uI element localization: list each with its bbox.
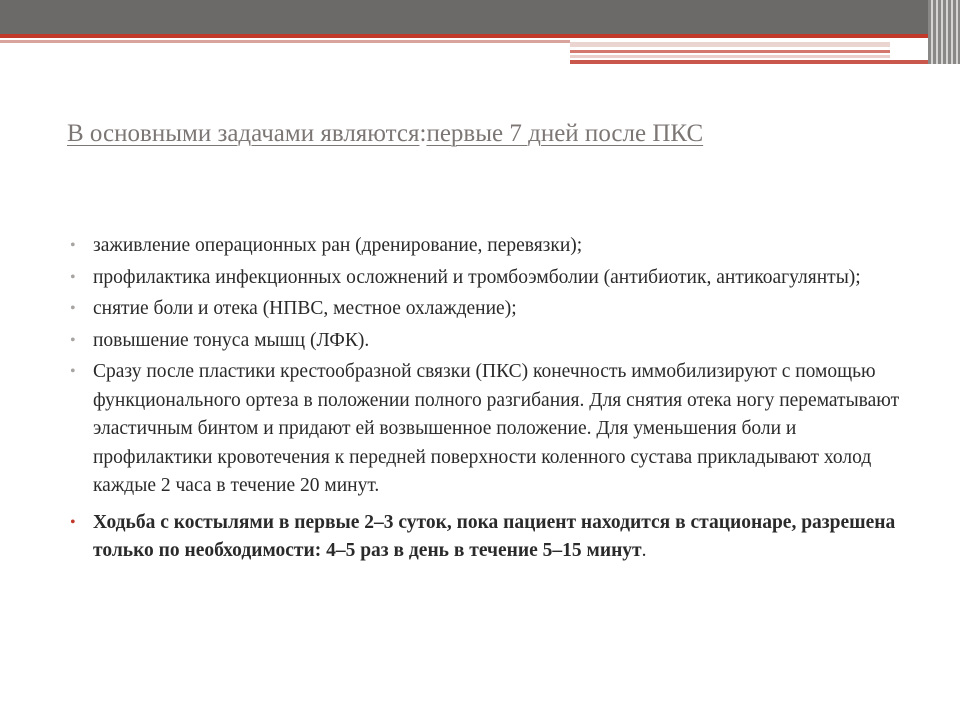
bullet-icon: • <box>70 513 76 531</box>
list-item <box>70 509 910 566</box>
slide-title <box>67 120 927 148</box>
bullet-icon: • <box>70 268 76 286</box>
bullet-text: профилактика инфекционных осложнений и тромбоэмболии (антибиотик, антикоагулянты); <box>93 266 861 288</box>
bullet-icon: • <box>70 331 76 349</box>
bullet-list <box>70 232 910 569</box>
list-item <box>70 264 910 293</box>
header-stripe <box>570 42 890 47</box>
bullet-text: заживление операционных ран (дренирование, перевязки); <box>93 235 583 256</box>
bullet-text: снятие боли и отека (НПВС, местное охлаждение); <box>93 298 517 319</box>
bullet-text: повышение тонуса мышц (ЛФК). <box>93 329 370 351</box>
header-stripe <box>570 55 890 58</box>
list-item <box>70 295 910 324</box>
bullet-icon: • <box>70 300 76 317</box>
header-vertical-lines <box>928 0 960 64</box>
bullet-suffix: . <box>641 540 647 561</box>
bullet-text: Сразу после пластики крестообразной связки (ПКС) конечность иммобилизируют с помощью функционального ортеза в положении полного разгибания. Для снятия отека ногу перематывают эластичным бинтом и придают ей возвышенное положение. Для уменьшения боли и профилактики кровотечения к передней поверхности коленного сустава прикладывают холод каждые 2 часа в течение 20 минут. <box>93 361 900 496</box>
header-stripe <box>570 60 960 64</box>
bullet-icon: • <box>70 237 76 254</box>
list-item <box>70 327 910 356</box>
header-stripe <box>0 40 570 43</box>
title-separator: : <box>419 120 427 147</box>
header-stripe <box>570 50 890 53</box>
header-stripe <box>0 34 940 38</box>
title-part1: В основными задачами являются <box>67 120 420 147</box>
bullet-text: Ходьба с костылями в первые 2–3 суток, пока пациент находится в стационаре, разрешена только по необходимости: 4–5 раз в день в течение 5–15 минут <box>93 511 896 561</box>
title-part2: первые 7 дней после ПКС <box>426 120 704 147</box>
list-item <box>70 232 910 261</box>
list-item <box>70 358 910 501</box>
bullet-icon: • <box>70 363 76 380</box>
header-bar <box>0 0 960 34</box>
